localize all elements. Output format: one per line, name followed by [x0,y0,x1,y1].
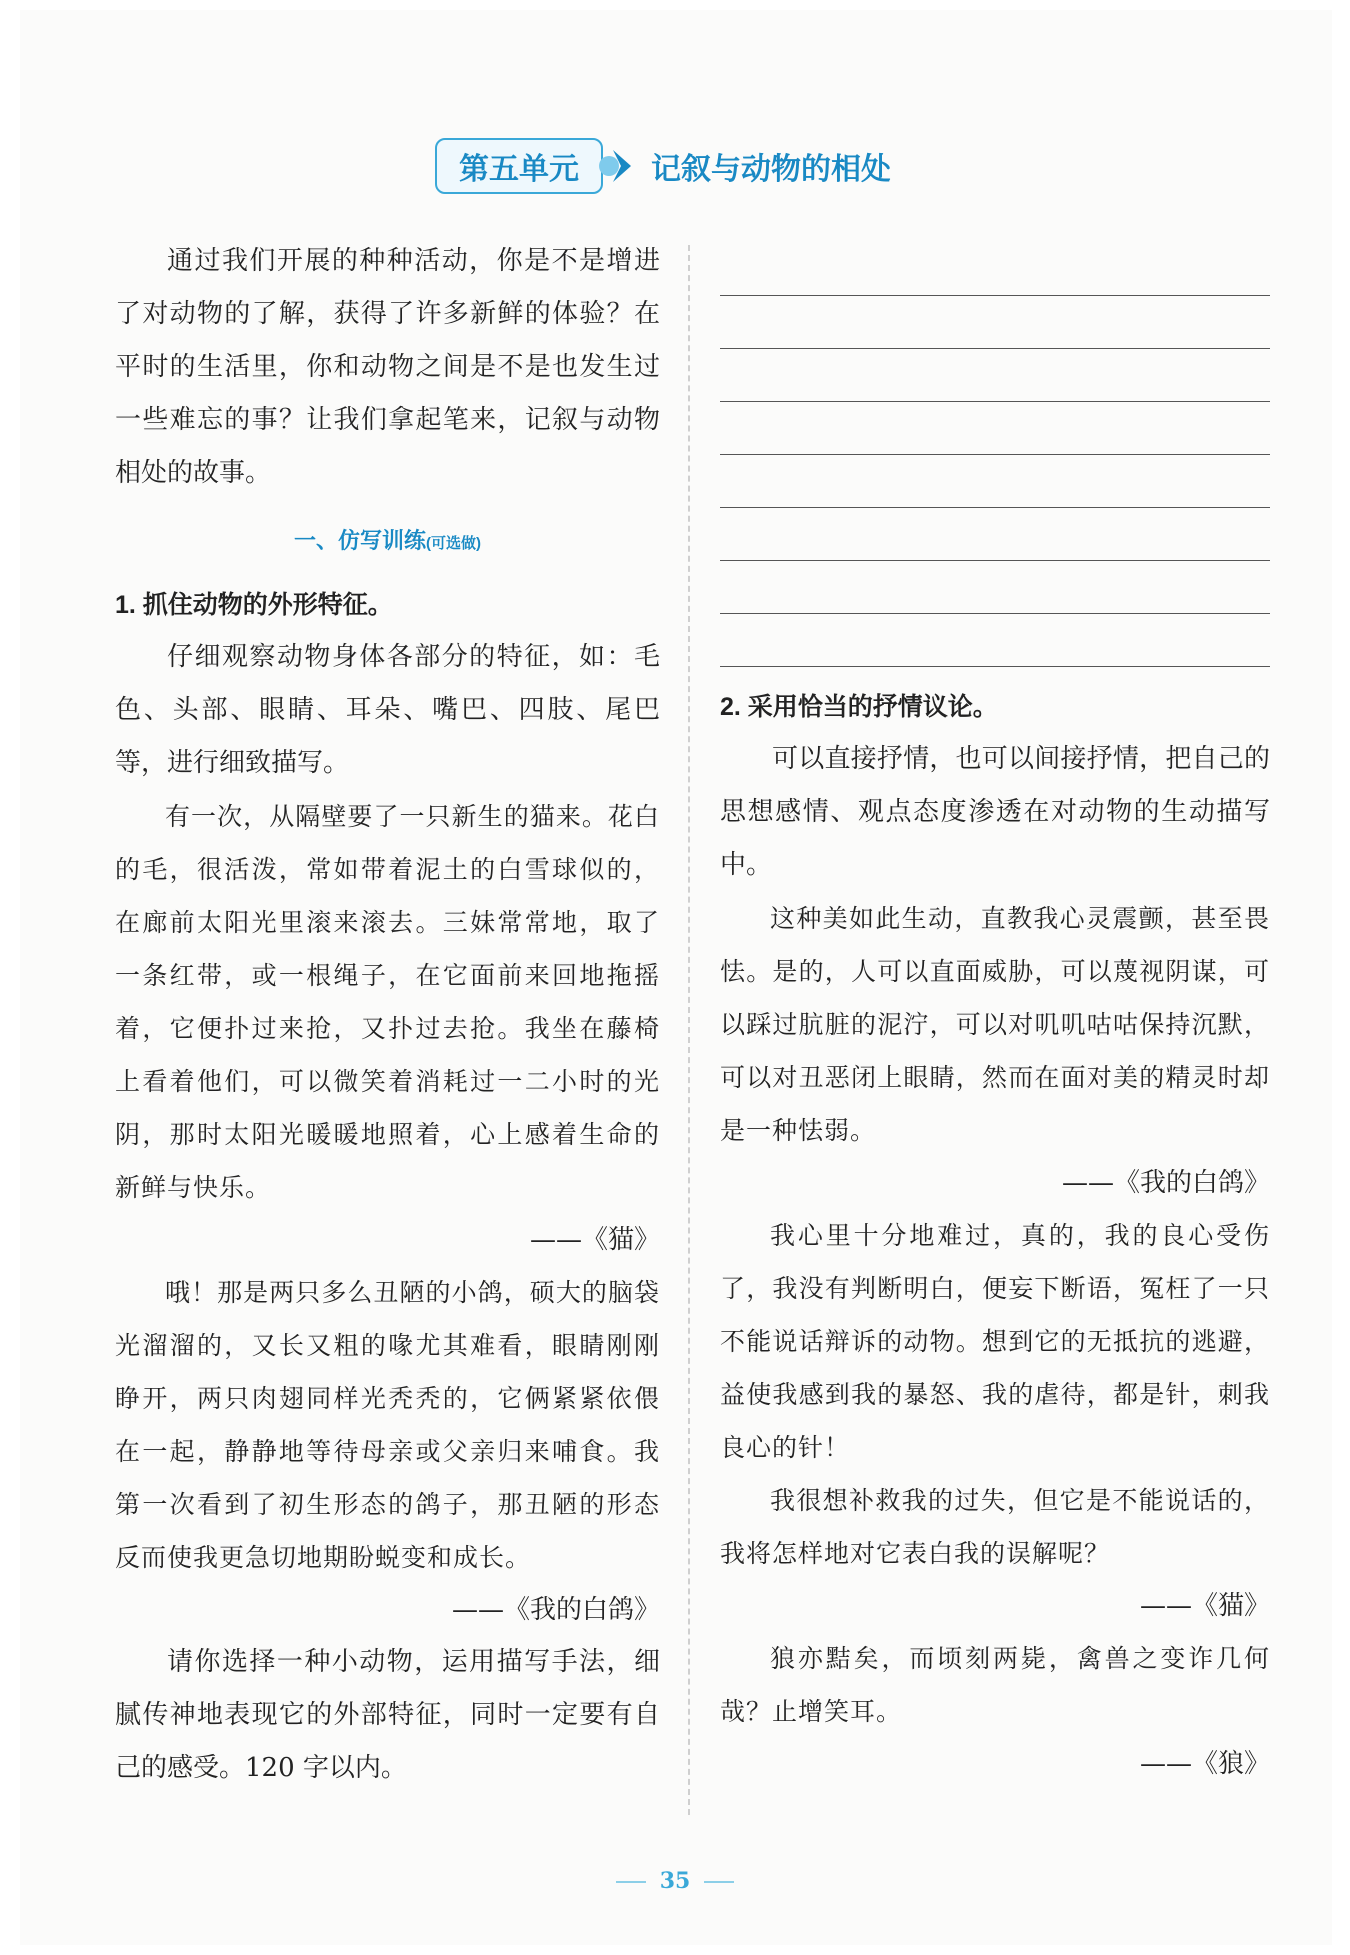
excerpt-dove-2: 这种美如此生动，直教我心灵震颤，甚至畏怯。是的，人可以直面威胁，可以蔑视阴谋，可以踩过肮脏的泥泞，可以对叽叽咕咕保持沉默，可以对丑恶闭上眼睛，然而在面对美的精灵时却是一种怯弱。 [720,904,1270,1145]
writing-line[interactable] [720,561,1270,614]
item2-text: 可以直接抒情，也可以间接抒情，把自己的思想感情、观点态度渗透在对动物的生动描写中。 [720,744,1270,880]
writing-line[interactable] [720,243,1270,296]
excerpt-cat-1: 有一次，从隔壁要了一只新生的猫来。花白的毛，很活泼，常如带着泥土的白雪球似的，在廊前太阳光里滚来滚去。三妹常常地，取了一条红带，或一根绳子，在它面前来回地拖摇着，它便扑过来抢，又扑过去抢。我坐在藤椅上看着他们，可以微笑着消耗过一二小时的光阴，那时太阳光暖暖地照着，心上感着生命的新鲜与快乐。 [115,802,660,1202]
excerpt-source: ——《狼》 [1139,1749,1270,1779]
excerpt-dove-1: 哦！那是两只多么丑陋的小鸽，硕大的脑袋光溜溜的，又长又粗的喙尤其难看，眼睛刚刚睁开，两只肉翅同样光秃秃的，它俩紧紧依偎在一起，静静地等待母亲或父亲归来哺食。我第一次看到了初生形态的鸽子，那丑陋的形态反而使我更急切地期盼蜕变和成长。 [115,1278,660,1572]
writing-area[interactable] [720,243,1270,667]
page-number-dash [704,1881,734,1883]
unit-header [435,140,891,192]
writing-line[interactable] [720,455,1270,508]
left-column [115,235,660,1795]
page-number-value: 35 [659,1868,691,1894]
section-title-note: (可选做) [426,535,481,552]
item2-heading: 2. 采用恰当的抒情议论。 [720,693,998,721]
section-title [115,524,660,555]
excerpt-source: ——《我的白鸽》 [1061,1168,1270,1198]
task-paragraph: 请你选择一种小动物，运用描写手法，细腻传神地表现它的外部特征，同时一定要有自己的感受。120 字以内。 [115,1647,660,1783]
excerpt-cat-3: 我很想补救我的过失，但它是不能说话的，我将怎样地对它表白我的误解呢？ [720,1486,1270,1568]
right-column [720,235,1270,1790]
item1-heading: 1. 抓住动物的外形特征。 [115,591,393,619]
excerpt-cat-2: 我心里十分地难过，真的，我的良心受伤了，我没有判断明白，便妄下断语，冤枉了一只不能说话辩诉的动物。想到它的无抵抗的逃避，益使我感到我的暴怒、我的虐待，都是针，刺我良心的针！ [720,1221,1270,1462]
writing-line[interactable] [720,508,1270,561]
excerpt-source: ——《猫》 [529,1225,660,1255]
chevron-right-icon [595,146,641,186]
writing-line[interactable] [720,296,1270,349]
writing-line[interactable] [720,349,1270,402]
section-title-main: 一、仿写训练 [293,528,426,553]
writing-line[interactable] [720,614,1270,667]
unit-title: 记叙与动物的相处 [651,152,891,187]
column-divider [688,245,690,1815]
item1-text: 仔细观察动物身体各部分的特征，如：毛色、头部、眼睛、耳朵、嘴巴、四肢、尾巴等，进行细致描写。 [115,642,660,778]
excerpt-source: ——《我的白鸽》 [451,1595,660,1625]
page-number-dash [616,1881,646,1883]
intro-paragraph: 通过我们开展的种种活动，你是不是增进了对动物的了解，获得了许多新鲜的体验？在平时的生活里，你和动物之间是不是也发生过一些难忘的事？让我们拿起笔来，记叙与动物相处的故事。 [115,246,660,488]
excerpt-wolf: 狼亦黠矣，而顷刻两毙，禽兽之变诈几何哉？止增笑耳。 [720,1644,1270,1726]
unit-label: 第五单元 [435,138,603,194]
excerpt-source: ——《猫》 [1139,1591,1270,1621]
page-number [0,1868,1350,1894]
writing-line[interactable] [720,402,1270,455]
